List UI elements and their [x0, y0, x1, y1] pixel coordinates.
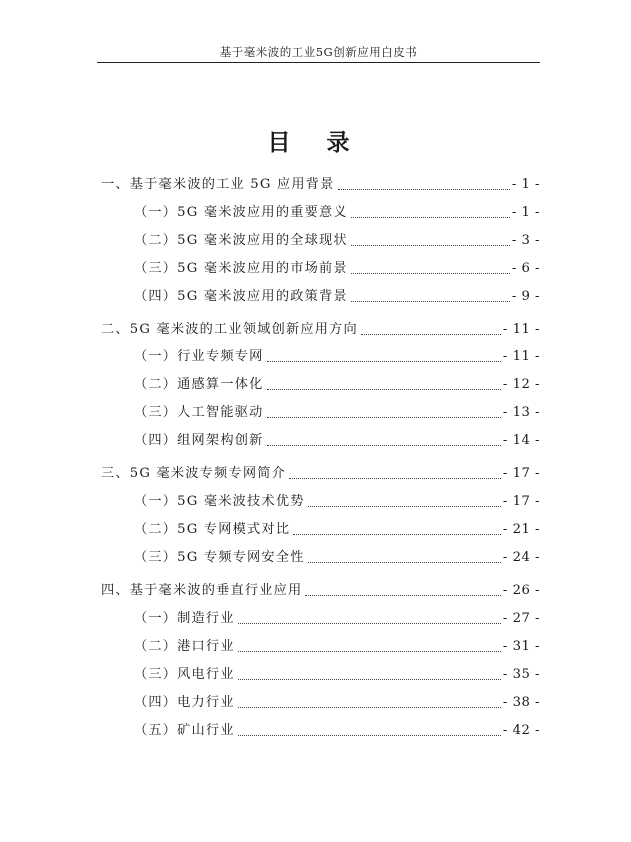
- toc-entry-label: （二）5G 专网模式对比: [134, 522, 291, 537]
- toc-entry[interactable]: [101, 322, 540, 338]
- toc-entry-page: - 6 -: [511, 261, 540, 276]
- toc-entry[interactable]: [134, 233, 540, 249]
- dot-leader: [238, 679, 501, 680]
- toc-entry[interactable]: [101, 583, 540, 599]
- toc-entry-label: 三、5G 毫米波专频专网简介: [101, 466, 286, 481]
- toc-entry-page: - 3 -: [511, 233, 540, 248]
- toc-entry[interactable]: [134, 611, 540, 627]
- dot-leader: [351, 273, 510, 274]
- toc-entry-label: （一）行业专频专网: [134, 349, 264, 364]
- toc-entry-label: 二、5G 毫米波的工业领域创新应用方向: [101, 322, 358, 337]
- dot-leader: [267, 389, 501, 390]
- toc-entry-label: （三）风电行业: [134, 667, 235, 682]
- toc-entry-page: - 13 -: [502, 405, 540, 420]
- toc-entry-page: - 38 -: [502, 695, 540, 710]
- toc-entry-label: （三）5G 专频专网安全性: [134, 550, 305, 565]
- dot-leader: [308, 562, 501, 563]
- toc-entry-page: - 21 -: [502, 522, 540, 537]
- toc-entry-label: （三）人工智能驱动: [134, 405, 264, 420]
- toc-entry-label: （一）5G 毫米波应用的重要意义: [134, 205, 348, 220]
- dot-leader: [289, 478, 501, 479]
- dot-leader: [238, 623, 501, 624]
- toc-entry[interactable]: [134, 639, 540, 655]
- dot-leader: [267, 361, 501, 362]
- toc-entry-label: （三）5G 毫米波应用的市场前景: [134, 261, 348, 276]
- dot-leader: [361, 334, 501, 335]
- toc-entry-page: - 1 -: [511, 205, 540, 220]
- toc-entry-page: - 11 -: [502, 349, 540, 364]
- toc-title: 目 录: [267, 129, 364, 156]
- toc-entry[interactable]: [134, 205, 540, 221]
- dot-leader: [267, 417, 501, 418]
- dot-leader: [293, 534, 501, 535]
- dot-leader: [338, 189, 510, 190]
- toc-entry-page: - 35 -: [502, 667, 540, 682]
- toc-entry-label: （四）5G 毫米波应用的政策背景: [134, 289, 348, 304]
- running-header: 基于毫米波的工业5G创新应用白皮书: [219, 45, 418, 59]
- dot-leader: [308, 506, 501, 507]
- toc-entry[interactable]: [134, 433, 540, 449]
- toc-entry[interactable]: [134, 377, 540, 393]
- dot-leader: [305, 595, 500, 596]
- toc-entry[interactable]: [101, 177, 540, 193]
- dot-leader: [238, 651, 501, 652]
- dot-leader: [351, 217, 510, 218]
- toc-entry-label: 四、基于毫米波的垂直行业应用: [101, 583, 303, 598]
- toc-entry-page: - 14 -: [502, 433, 540, 448]
- toc-entry[interactable]: [101, 466, 540, 482]
- toc-entry[interactable]: [134, 349, 540, 365]
- dot-leader: [351, 245, 510, 246]
- toc-entry-page: - 1 -: [511, 177, 540, 192]
- toc-entry[interactable]: [134, 723, 540, 739]
- toc-entry-page: - 11 -: [502, 322, 540, 337]
- toc-entry-page: - 24 -: [502, 550, 540, 565]
- toc-entry[interactable]: [134, 289, 540, 305]
- toc-entry[interactable]: [134, 405, 540, 421]
- toc-entry-label: （一）制造行业: [134, 611, 235, 626]
- toc-entry[interactable]: [134, 261, 540, 277]
- toc-entry-page: - 9 -: [511, 289, 540, 304]
- toc-entry[interactable]: [134, 522, 540, 538]
- toc-entry-page: - 31 -: [502, 639, 540, 654]
- toc-entry-page: - 17 -: [502, 494, 540, 509]
- toc-entry-label: 一、基于毫米波的工业 5G 应用背景: [101, 177, 335, 192]
- toc-entry-page: - 26 -: [502, 583, 540, 598]
- toc-entry-label: （四）组网架构创新: [134, 433, 264, 448]
- toc-entry-label: （二）通感算一体化: [134, 377, 264, 392]
- toc-entry-page: - 17 -: [502, 466, 540, 481]
- dot-leader: [238, 707, 501, 708]
- toc-entry-label: （四）电力行业: [134, 695, 235, 710]
- toc-entry-page: - 27 -: [502, 611, 540, 626]
- toc-entry-label: （一）5G 毫米波技术优势: [134, 494, 305, 509]
- toc-entry-page: - 42 -: [502, 723, 540, 738]
- dot-leader: [351, 301, 510, 302]
- toc-entry-page: - 12 -: [502, 377, 540, 392]
- dot-leader: [238, 735, 501, 736]
- toc-entry-label: （二）港口行业: [134, 639, 235, 654]
- toc-entry[interactable]: [134, 667, 540, 683]
- toc-entry[interactable]: [134, 494, 540, 510]
- toc-entry[interactable]: [134, 695, 540, 711]
- dot-leader: [267, 445, 501, 446]
- toc-entry[interactable]: [134, 550, 540, 566]
- toc-entry-label: （五）矿山行业: [134, 723, 235, 738]
- toc-entry-label: （二）5G 毫米波应用的全球现状: [134, 233, 348, 248]
